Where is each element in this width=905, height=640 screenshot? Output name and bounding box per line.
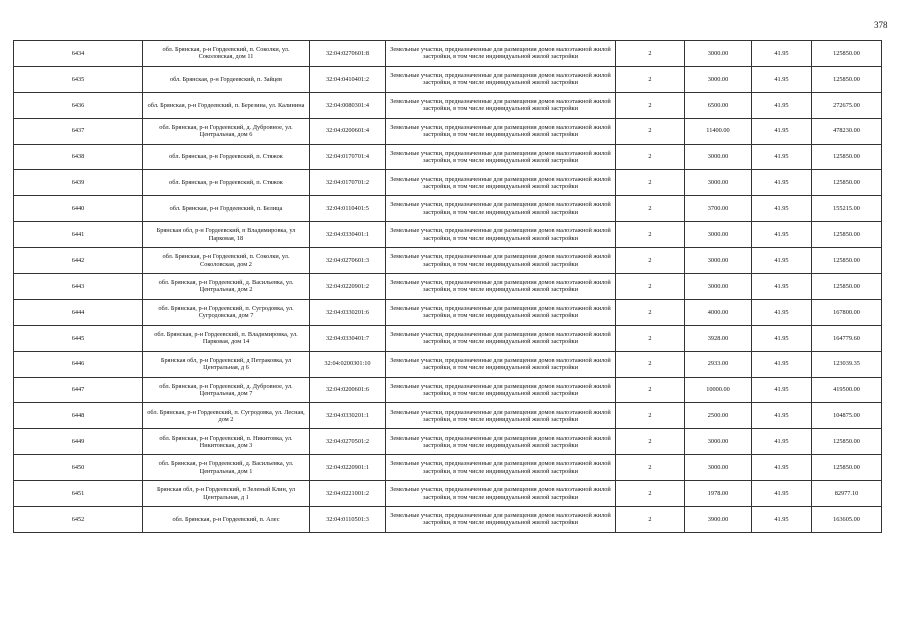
area-cell: 3700.00: [685, 196, 752, 222]
table-row: [14, 41, 882, 67]
cadastral-number-cell: 32:04:0330401:1: [310, 222, 386, 248]
area-cell: 3928.00: [685, 325, 752, 351]
address-cell: обл. Брянская, р-н Гордеевский, п. Соколки, ул. Соколовская, дом 11: [143, 41, 310, 67]
row-number-cell: 6445: [14, 325, 143, 351]
cadastral-value-cell: 163605.00: [812, 507, 882, 533]
page-number: 378: [874, 20, 888, 30]
land-use-cell: Земельные участки, предназначенные для размещения домов малоэтажной жилой застройки, в том числе индивидуальной жилой застройки: [386, 455, 616, 481]
area-cell: 2933.00: [685, 351, 752, 377]
row-number-cell: 6440: [14, 196, 143, 222]
cadastral-value-cell: 272675.00: [812, 92, 882, 118]
table-row: [14, 325, 882, 351]
cadastral-value-cell: 104875.00: [812, 403, 882, 429]
land-use-cell: Земельные участки, предназначенные для размещения домов малоэтажной жилой застройки, в том числе индивидуальной жилой застройки: [386, 299, 616, 325]
specific-value-cell: 41.95: [752, 274, 812, 300]
address-cell: обл. Брянская, р-н Гордеевский, п. Соколки, ул. Соколовская, дом 2: [143, 248, 310, 274]
cadastral-number-cell: 32:04:0410401:2: [310, 66, 386, 92]
address-cell: обл. Брянская, р-н Гордеевский, п. Белица: [143, 196, 310, 222]
group-cell: 2: [616, 455, 685, 481]
area-cell: 10000.00: [685, 377, 752, 403]
table-row: [14, 92, 882, 118]
cadastral-value-cell: 123039.35: [812, 351, 882, 377]
address-cell: обл. Брянская, р-н Гордеевский, п. Зайцев: [143, 66, 310, 92]
area-cell: 3000.00: [685, 429, 752, 455]
cadastral-value-table: [13, 40, 882, 533]
specific-value-cell: 41.95: [752, 351, 812, 377]
cadastral-value-cell: 125850.00: [812, 274, 882, 300]
area-cell: 3000.00: [685, 274, 752, 300]
land-use-cell: Земельные участки, предназначенные для размещения домов малоэтажной жилой застройки, в том числе индивидуальной жилой застройки: [386, 144, 616, 170]
cadastral-value-cell: 155215.00: [812, 196, 882, 222]
table-row: [14, 351, 882, 377]
cadastral-number-cell: 32:04:0220901:2: [310, 274, 386, 300]
row-number-cell: 6439: [14, 170, 143, 196]
cadastral-number-cell: 32:04:0110401:5: [310, 196, 386, 222]
cadastral-number-cell: 32:04:0200601:6: [310, 377, 386, 403]
area-cell: 3000.00: [685, 144, 752, 170]
area-cell: 6500.00: [685, 92, 752, 118]
specific-value-cell: 41.95: [752, 403, 812, 429]
row-number-cell: 6449: [14, 429, 143, 455]
cadastral-number-cell: 32:04:0200601:4: [310, 118, 386, 144]
specific-value-cell: 41.95: [752, 118, 812, 144]
area-cell: 3000.00: [685, 41, 752, 67]
land-use-cell: Земельные участки, предназначенные для размещения домов малоэтажной жилой застройки, в том числе индивидуальной жилой застройки: [386, 351, 616, 377]
specific-value-cell: 41.95: [752, 41, 812, 67]
area-cell: 3000.00: [685, 222, 752, 248]
row-number-cell: 6435: [14, 66, 143, 92]
table-row: [14, 170, 882, 196]
table-row: [14, 403, 882, 429]
cadastral-number-cell: 32:04:0110501:3: [310, 507, 386, 533]
group-cell: 2: [616, 403, 685, 429]
area-cell: 4000.00: [685, 299, 752, 325]
land-use-cell: Земельные участки, предназначенные для размещения домов малоэтажной жилой застройки, в том числе индивидуальной жилой застройки: [386, 118, 616, 144]
address-cell: обл. Брянская, р-н Гордеевский, п. Стяжок: [143, 170, 310, 196]
cadastral-number-cell: 32:04:0270601:8: [310, 41, 386, 67]
table-body: [14, 41, 882, 533]
specific-value-cell: 41.95: [752, 429, 812, 455]
table-row: [14, 455, 882, 481]
table-row: [14, 299, 882, 325]
group-cell: 2: [616, 92, 685, 118]
cadastral-value-cell: 164779.60: [812, 325, 882, 351]
table-row: [14, 196, 882, 222]
specific-value-cell: 41.95: [752, 248, 812, 274]
address-cell: Брянская обл, р-н Гордеевский, д Петраковка, ул Центральная, д 6: [143, 351, 310, 377]
cadastral-value-cell: 419500.00: [812, 377, 882, 403]
address-cell: обл. Брянская, р-н Гордеевский, п. Сугродовка, ул. Сугродовская, дом 7: [143, 299, 310, 325]
table-row: [14, 429, 882, 455]
area-cell: 3000.00: [685, 248, 752, 274]
cadastral-value-cell: 125850.00: [812, 248, 882, 274]
specific-value-cell: 41.95: [752, 92, 812, 118]
table-row: [14, 66, 882, 92]
address-cell: Брянская обл, р-н Гордеевский, п Зеленый Клин, ул Центральная, д 1: [143, 481, 310, 507]
table-row: [14, 118, 882, 144]
area-cell: 1978.00: [685, 481, 752, 507]
row-number-cell: 6441: [14, 222, 143, 248]
row-number-cell: 6437: [14, 118, 143, 144]
specific-value-cell: 41.95: [752, 196, 812, 222]
address-cell: обл. Брянская, р-н Гордеевский, п. Сугродовка, ул. Лесная, дом 2: [143, 403, 310, 429]
address-cell: обл. Брянская, р-н Гордеевский, п. Алес: [143, 507, 310, 533]
land-use-cell: Земельные участки, предназначенные для размещения домов малоэтажной жилой застройки, в том числе индивидуальной жилой застройки: [386, 196, 616, 222]
group-cell: 2: [616, 144, 685, 170]
group-cell: 2: [616, 325, 685, 351]
table-row: [14, 144, 882, 170]
group-cell: 2: [616, 222, 685, 248]
address-cell: обл. Брянская, р-н Гордеевский, п. Никитовка, ул. Никитовская, дом 3: [143, 429, 310, 455]
row-number-cell: 6443: [14, 274, 143, 300]
row-number-cell: 6436: [14, 92, 143, 118]
specific-value-cell: 41.95: [752, 325, 812, 351]
address-cell: обл. Брянская, р-н Гордеевский, д. Васильевка, ул. Центральная, дом 1: [143, 455, 310, 481]
group-cell: 2: [616, 481, 685, 507]
specific-value-cell: 41.95: [752, 299, 812, 325]
row-number-cell: 6434: [14, 41, 143, 67]
cadastral-value-cell: 125850.00: [812, 455, 882, 481]
cadastral-number-cell: 32:04:0330401:7: [310, 325, 386, 351]
land-use-cell: Земельные участки, предназначенные для размещения домов малоэтажной жилой застройки, в том числе индивидуальной жилой застройки: [386, 403, 616, 429]
table-row: [14, 248, 882, 274]
address-cell: обл. Брянская, р-н Гордеевский, п. Березина, ул. Калинина: [143, 92, 310, 118]
specific-value-cell: 41.95: [752, 66, 812, 92]
cadastral-value-cell: 125850.00: [812, 144, 882, 170]
land-use-cell: Земельные участки, предназначенные для размещения домов малоэтажной жилой застройки, в том числе индивидуальной жилой застройки: [386, 507, 616, 533]
specific-value-cell: 41.95: [752, 170, 812, 196]
cadastral-value-cell: 125850.00: [812, 170, 882, 196]
land-use-cell: Земельные участки, предназначенные для размещения домов малоэтажной жилой застройки, в том числе индивидуальной жилой застройки: [386, 66, 616, 92]
land-use-cell: Земельные участки, предназначенные для размещения домов малоэтажной жилой застройки, в том числе индивидуальной жилой застройки: [386, 481, 616, 507]
row-number-cell: 6450: [14, 455, 143, 481]
cadastral-number-cell: 32:04:0330201:1: [310, 403, 386, 429]
specific-value-cell: 41.95: [752, 144, 812, 170]
cadastral-value-cell: 82977.10: [812, 481, 882, 507]
group-cell: 2: [616, 66, 685, 92]
address-cell: обл. Брянская, р-н Гордеевский, п. Владимировка, ул. Парковая, дом 14: [143, 325, 310, 351]
area-cell: 11400.00: [685, 118, 752, 144]
row-number-cell: 6442: [14, 248, 143, 274]
land-use-cell: Земельные участки, предназначенные для размещения домов малоэтажной жилой застройки, в том числе индивидуальной жилой застройки: [386, 92, 616, 118]
row-number-cell: 6447: [14, 377, 143, 403]
row-number-cell: 6451: [14, 481, 143, 507]
table-row: [14, 481, 882, 507]
table-row: [14, 377, 882, 403]
cadastral-value-cell: 125850.00: [812, 41, 882, 67]
group-cell: 2: [616, 377, 685, 403]
cadastral-value-cell: 478230.00: [812, 118, 882, 144]
table-row: [14, 274, 882, 300]
cadastral-number-cell: 32:04:0220901:1: [310, 455, 386, 481]
specific-value-cell: 41.95: [752, 377, 812, 403]
cadastral-number-cell: 32:04:0080301:4: [310, 92, 386, 118]
address-cell: Брянская обл, р-н Гордеевский, п Владимировка, ул Парковая, 18: [143, 222, 310, 248]
address-cell: обл. Брянская, р-н Гордеевский, д. Васильевка, ул. Центральная, дом 2: [143, 274, 310, 300]
land-use-cell: Земельные участки, предназначенные для размещения домов малоэтажной жилой застройки, в том числе индивидуальной жилой застройки: [386, 429, 616, 455]
group-cell: 2: [616, 170, 685, 196]
cadastral-value-cell: 167800.00: [812, 299, 882, 325]
table-row: [14, 222, 882, 248]
table-row: [14, 507, 882, 533]
area-cell: 2500.00: [685, 403, 752, 429]
row-number-cell: 6448: [14, 403, 143, 429]
group-cell: 2: [616, 429, 685, 455]
land-use-cell: Земельные участки, предназначенные для размещения домов малоэтажной жилой застройки, в том числе индивидуальной жилой застройки: [386, 170, 616, 196]
group-cell: 2: [616, 248, 685, 274]
cadastral-number-cell: 32:04:0200301:10: [310, 351, 386, 377]
address-cell: обл. Брянская, р-н Гордеевский, д. Дубровное, ул. Центральная, дом 7: [143, 377, 310, 403]
area-cell: 3000.00: [685, 170, 752, 196]
cadastral-number-cell: 32:04:0170701:2: [310, 170, 386, 196]
group-cell: 2: [616, 196, 685, 222]
specific-value-cell: 41.95: [752, 222, 812, 248]
specific-value-cell: 41.95: [752, 481, 812, 507]
area-cell: 3900.00: [685, 507, 752, 533]
group-cell: 2: [616, 274, 685, 300]
group-cell: 2: [616, 118, 685, 144]
group-cell: 2: [616, 41, 685, 67]
group-cell: 2: [616, 507, 685, 533]
specific-value-cell: 41.95: [752, 455, 812, 481]
row-number-cell: 6438: [14, 144, 143, 170]
address-cell: обл. Брянская, р-н Гордеевский, п. Стяжок: [143, 144, 310, 170]
cadastral-number-cell: 32:04:0221001:2: [310, 481, 386, 507]
area-cell: 3000.00: [685, 455, 752, 481]
row-number-cell: 6444: [14, 299, 143, 325]
row-number-cell: 6446: [14, 351, 143, 377]
cadastral-value-cell: 125850.00: [812, 66, 882, 92]
area-cell: 3000.00: [685, 66, 752, 92]
land-use-cell: Земельные участки, предназначенные для размещения домов малоэтажной жилой застройки, в том числе индивидуальной жилой застройки: [386, 41, 616, 67]
land-use-cell: Земельные участки, предназначенные для размещения домов малоэтажной жилой застройки, в том числе индивидуальной жилой застройки: [386, 274, 616, 300]
cadastral-value-cell: 125850.00: [812, 222, 882, 248]
land-use-cell: Земельные участки, предназначенные для размещения домов малоэтажной жилой застройки, в том числе индивидуальной жилой застройки: [386, 377, 616, 403]
cadastral-number-cell: 32:04:0270601:3: [310, 248, 386, 274]
cadastral-number-cell: 32:04:0330201:6: [310, 299, 386, 325]
address-cell: обл. Брянская, р-н Гордеевский, д. Дубровное, ул. Центральная, дом 6: [143, 118, 310, 144]
cadastral-value-cell: 125850.00: [812, 429, 882, 455]
land-use-cell: Земельные участки, предназначенные для размещения домов малоэтажной жилой застройки, в том числе индивидуальной жилой застройки: [386, 222, 616, 248]
group-cell: 2: [616, 299, 685, 325]
cadastral-number-cell: 32:04:0170701:4: [310, 144, 386, 170]
row-number-cell: 6452: [14, 507, 143, 533]
specific-value-cell: 41.95: [752, 507, 812, 533]
group-cell: 2: [616, 351, 685, 377]
cadastral-number-cell: 32:04:0270501:2: [310, 429, 386, 455]
land-use-cell: Земельные участки, предназначенные для размещения домов малоэтажной жилой застройки, в том числе индивидуальной жилой застройки: [386, 325, 616, 351]
land-use-cell: Земельные участки, предназначенные для размещения домов малоэтажной жилой застройки, в том числе индивидуальной жилой застройки: [386, 248, 616, 274]
